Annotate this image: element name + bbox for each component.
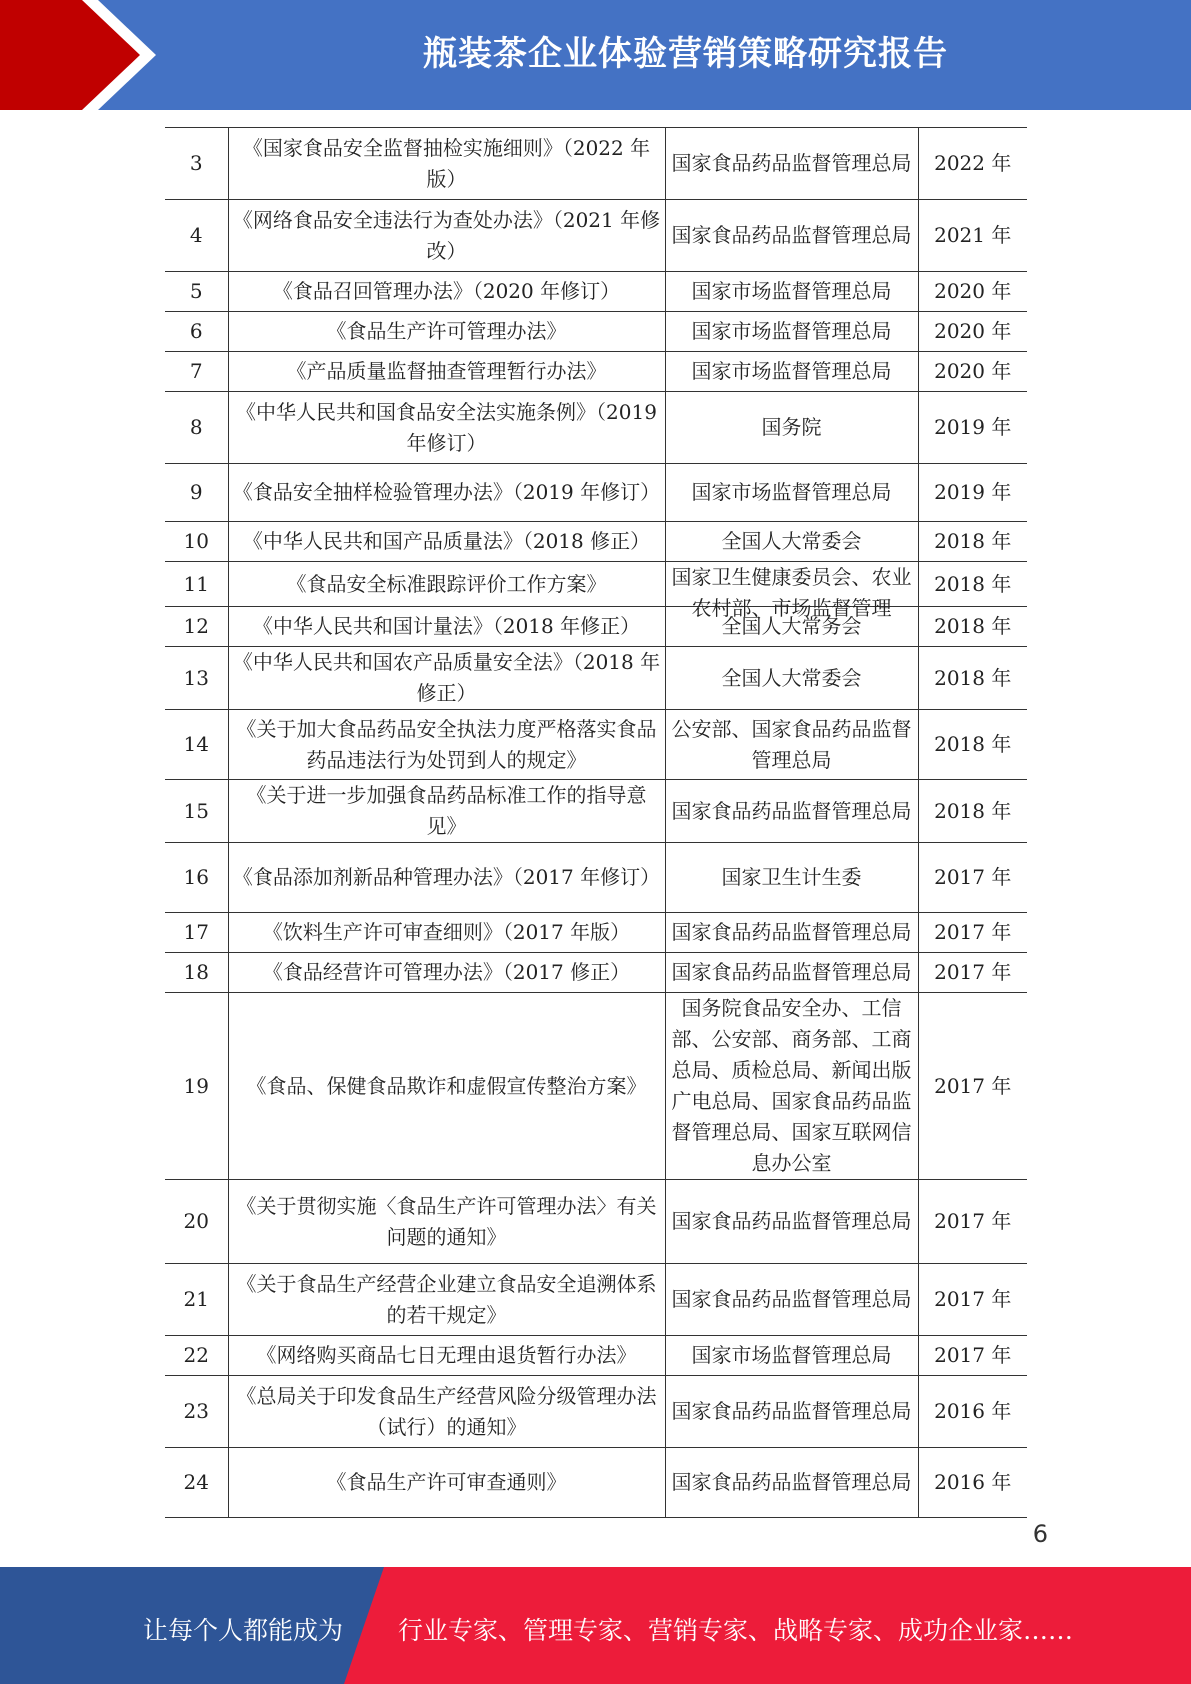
row-number: 22 bbox=[183, 1343, 209, 1367]
row-number-cell bbox=[165, 1180, 228, 1264]
issue-year: 2017 年 bbox=[934, 920, 1012, 944]
table-row bbox=[165, 953, 1027, 993]
issue-year-cell bbox=[918, 843, 1027, 913]
row-number-cell bbox=[165, 607, 228, 647]
regulation-name: 《网络购买商品七日无理由退货暂行办法》 bbox=[256, 1343, 637, 1367]
issuing-authority-cell bbox=[665, 843, 918, 913]
row-number-cell bbox=[165, 128, 228, 200]
issue-year: 2018 年 bbox=[934, 665, 1012, 690]
regulation-name-cell bbox=[228, 843, 665, 913]
issuing-authority: 国家食品药品监督管理总局 bbox=[671, 1209, 912, 1233]
issue-year-cell bbox=[918, 913, 1027, 953]
issuing-authority-cell bbox=[665, 647, 918, 710]
issuing-authority-cell bbox=[665, 128, 918, 200]
regulation-name: 《食品经营许可管理办法》（2017 修正） bbox=[262, 960, 631, 984]
issuing-authority: 国家食品药品监督管理总局 bbox=[671, 223, 912, 247]
table-row bbox=[165, 647, 1027, 710]
issue-year: 2019 年 bbox=[934, 415, 1012, 439]
issuing-authority-cell bbox=[665, 1264, 918, 1336]
issuing-authority: 国家市场监督管理总局 bbox=[691, 480, 892, 504]
issuing-authority: 国家卫生健康委员会、农业农村部、市场监督管理 bbox=[671, 565, 912, 620]
table-row bbox=[165, 562, 1027, 607]
row-number: 24 bbox=[183, 1470, 209, 1494]
regulation-name-cell bbox=[228, 913, 665, 953]
issue-year-cell bbox=[918, 128, 1027, 200]
issue-year: 2017 年 bbox=[934, 1073, 1012, 1098]
regulation-name: 《食品安全标准跟踪评价工作方案》 bbox=[286, 571, 607, 596]
regulation-name: 《中华人民共和国产品质量法》（2018 修正） bbox=[242, 529, 651, 553]
row-number-cell bbox=[165, 780, 228, 843]
issue-year-cell bbox=[918, 953, 1027, 993]
issuing-authority-cell bbox=[665, 272, 918, 312]
table-row bbox=[165, 312, 1027, 352]
regulation-name-cell bbox=[228, 128, 665, 200]
regulation-name: 《关于贯彻实施〈食品生产许可管理办法〉有关问题的通知》 bbox=[236, 1193, 657, 1249]
issuing-authority: 国家食品药品监督管理总局 bbox=[671, 960, 912, 984]
issue-year-cell bbox=[918, 464, 1027, 522]
issue-year-cell bbox=[918, 1336, 1027, 1376]
regulation-name: 《关于加大食品药品安全执法力度严格落实食品药品违法行为处罚到人的规定》 bbox=[236, 716, 657, 772]
issuing-authority-cell bbox=[665, 780, 918, 843]
table-row bbox=[165, 993, 1027, 1180]
issuing-authority: 全国人大常务会 bbox=[721, 614, 862, 638]
row-number-cell bbox=[165, 1336, 228, 1376]
regulation-name: 《食品生产许可管理办法》 bbox=[326, 319, 567, 343]
regulation-name-cell bbox=[228, 464, 665, 522]
table-row bbox=[165, 1376, 1027, 1448]
regulation-name: 《关于食品生产经营企业建立食品安全追溯体系的若干规定》 bbox=[236, 1271, 657, 1327]
table-row bbox=[165, 843, 1027, 913]
row-number-cell bbox=[165, 312, 228, 352]
regulation-name: 《网络食品安全违法行为查处办法》（2021 年修改） bbox=[232, 207, 661, 263]
regulation-name: 《饮料生产许可审查细则》（2017 年版） bbox=[262, 920, 631, 944]
regulation-name: 《总局关于印发食品生产经营风险分级管理办法（试行）的通知》 bbox=[236, 1383, 657, 1439]
issuing-authority-cell bbox=[665, 1376, 918, 1448]
regulation-name-cell bbox=[228, 1376, 665, 1448]
table-row bbox=[165, 200, 1027, 272]
page-footer bbox=[0, 1567, 1191, 1684]
table-row bbox=[165, 522, 1027, 562]
table-row bbox=[165, 1336, 1027, 1376]
issuing-authority: 国务院食品安全办、工信部、公安部、商务部、工商总局、质检总局、新闻出版广电总局、国家食品药品监督管理总局、国家互联网信息办公室 bbox=[671, 996, 912, 1175]
issue-year: 2018 年 bbox=[934, 571, 1012, 596]
regulation-name: 《食品召回管理办法》（2020 年修订） bbox=[272, 279, 621, 303]
table-row bbox=[165, 780, 1027, 843]
row-number: 20 bbox=[183, 1209, 209, 1233]
issue-year-cell bbox=[918, 522, 1027, 562]
issuing-authority-cell bbox=[665, 392, 918, 464]
regulation-name-cell bbox=[228, 710, 665, 780]
regulation-name-cell bbox=[228, 993, 665, 1180]
regulation-name: 《关于进一步加强食品药品标准工作的指导意见》 bbox=[246, 783, 647, 838]
row-number-cell bbox=[165, 843, 228, 913]
issue-year: 2020 年 bbox=[934, 319, 1012, 343]
issue-year-cell bbox=[918, 272, 1027, 312]
table-row bbox=[165, 272, 1027, 312]
issuing-authority: 国家市场监督管理总局 bbox=[691, 319, 892, 343]
row-number-cell bbox=[165, 522, 228, 562]
row-number-cell bbox=[165, 352, 228, 392]
regulation-name: 《中华人民共和国食品安全法实施条例》（2019 年修订） bbox=[236, 399, 657, 455]
issuing-authority: 国务院 bbox=[761, 415, 822, 439]
issue-year-cell bbox=[918, 1448, 1027, 1518]
table-row bbox=[165, 128, 1027, 200]
report-title: 瓶装茶企业体验营销策略研究报告 bbox=[423, 34, 948, 74]
issuing-authority-cell bbox=[665, 953, 918, 993]
issue-year: 2021 年 bbox=[934, 223, 1012, 247]
row-number-cell bbox=[165, 464, 228, 522]
issue-year-cell bbox=[918, 1180, 1027, 1264]
table-row bbox=[165, 913, 1027, 953]
issuing-authority: 国家市场监督管理总局 bbox=[691, 359, 892, 383]
issuing-authority: 国家卫生计生委 bbox=[721, 865, 862, 889]
row-number-cell bbox=[165, 710, 228, 780]
regulation-name: 《中华人民共和国计量法》（2018 年修正） bbox=[252, 614, 641, 638]
row-number: 17 bbox=[183, 920, 209, 944]
row-number: 18 bbox=[183, 960, 209, 984]
row-number: 10 bbox=[183, 529, 209, 553]
issuing-authority: 全国人大常委会 bbox=[721, 529, 862, 553]
row-number: 7 bbox=[189, 359, 203, 383]
issue-year-cell bbox=[918, 352, 1027, 392]
issue-year: 2017 年 bbox=[934, 1287, 1012, 1311]
issuing-authority: 国家食品药品监督管理总局 bbox=[671, 1287, 912, 1311]
page-header bbox=[0, 0, 1191, 110]
issue-year-cell bbox=[918, 1376, 1027, 1448]
issuing-authority-cell bbox=[665, 312, 918, 352]
regulation-name: 《中华人民共和国农产品质量安全法》（2018 年修正） bbox=[232, 650, 661, 705]
row-number-cell bbox=[165, 272, 228, 312]
issue-year-cell bbox=[918, 780, 1027, 843]
issuing-authority: 国家食品药品监督管理总局 bbox=[671, 798, 912, 823]
table-row bbox=[165, 1264, 1027, 1336]
issuing-authority-cell bbox=[665, 1180, 918, 1264]
row-number: 8 bbox=[189, 415, 203, 439]
row-number-cell bbox=[165, 647, 228, 710]
issuing-authority: 国家市场监督管理总局 bbox=[691, 1343, 892, 1367]
issue-year-cell bbox=[918, 647, 1027, 710]
footer-slogan-right: 行业专家、管理专家、营销专家、战略专家、成功企业家…… bbox=[398, 1616, 1074, 1645]
issue-year-cell bbox=[918, 993, 1027, 1180]
issue-year-cell bbox=[918, 562, 1027, 607]
issuing-authority-cell bbox=[665, 562, 918, 620]
regulation-name-cell bbox=[228, 200, 665, 272]
issuing-authority: 国家市场监督管理总局 bbox=[691, 279, 892, 303]
row-number: 3 bbox=[189, 151, 203, 175]
row-number-cell bbox=[165, 993, 228, 1180]
row-number: 15 bbox=[183, 798, 209, 823]
issuing-authority-cell bbox=[665, 464, 918, 522]
row-number: 12 bbox=[183, 614, 209, 638]
row-number: 13 bbox=[183, 665, 209, 690]
issue-year-cell bbox=[918, 200, 1027, 272]
regulation-name-cell bbox=[228, 1336, 665, 1376]
row-number: 4 bbox=[189, 223, 203, 247]
issue-year: 2016 年 bbox=[934, 1470, 1012, 1494]
table-row bbox=[165, 607, 1027, 647]
row-number: 19 bbox=[183, 1073, 209, 1098]
issuing-authority-cell bbox=[665, 913, 918, 953]
issuing-authority: 公安部、国家食品药品监督管理总局 bbox=[671, 716, 912, 772]
issuing-authority-cell bbox=[665, 352, 918, 392]
issue-year: 2017 年 bbox=[934, 1343, 1012, 1367]
row-number-cell bbox=[165, 200, 228, 272]
issuing-authority: 国家食品药品监督管理总局 bbox=[671, 151, 912, 175]
issue-year: 2018 年 bbox=[934, 529, 1012, 553]
issuing-authority-cell bbox=[665, 1336, 918, 1376]
issuing-authority-cell bbox=[665, 993, 918, 1180]
issue-year: 2019 年 bbox=[934, 480, 1012, 504]
row-number: 9 bbox=[189, 480, 203, 504]
issue-year: 2022 年 bbox=[934, 151, 1012, 175]
row-number-cell bbox=[165, 1264, 228, 1336]
regulation-name-cell bbox=[228, 647, 665, 710]
regulation-name-cell bbox=[228, 522, 665, 562]
row-number: 16 bbox=[183, 865, 209, 889]
regulation-name-cell bbox=[228, 562, 665, 607]
regulation-name: 《食品生产许可审查通则》 bbox=[326, 1470, 567, 1494]
table-row bbox=[165, 1180, 1027, 1264]
regulation-name: 《食品、保健食品欺诈和虚假宣传整治方案》 bbox=[246, 1073, 647, 1098]
regulation-name-cell bbox=[228, 1264, 665, 1336]
row-number-cell bbox=[165, 1448, 228, 1518]
table-row bbox=[165, 352, 1027, 392]
regulation-name-cell bbox=[228, 312, 665, 352]
regulations-table bbox=[165, 127, 1027, 1518]
issue-year-cell bbox=[918, 312, 1027, 352]
issue-year: 2016 年 bbox=[934, 1399, 1012, 1423]
row-number: 14 bbox=[183, 732, 209, 756]
row-number: 21 bbox=[183, 1287, 209, 1311]
issue-year-cell bbox=[918, 710, 1027, 780]
issue-year: 2020 年 bbox=[934, 279, 1012, 303]
issue-year-cell bbox=[918, 1264, 1027, 1336]
table-row bbox=[165, 710, 1027, 780]
issuing-authority: 全国人大常委会 bbox=[721, 665, 862, 690]
issuing-authority: 国家食品药品监督管理总局 bbox=[671, 1399, 912, 1423]
regulation-name: 《食品安全抽样检验管理办法》（2019 年修订） bbox=[232, 480, 661, 504]
regulation-name-cell bbox=[228, 352, 665, 392]
row-number: 23 bbox=[183, 1399, 209, 1423]
issue-year-cell bbox=[918, 607, 1027, 647]
regulation-name: 《产品质量监督抽查管理暂行办法》 bbox=[286, 359, 607, 383]
regulation-name-cell bbox=[228, 272, 665, 312]
row-number-cell bbox=[165, 392, 228, 464]
table-row bbox=[165, 392, 1027, 464]
row-number: 5 bbox=[189, 279, 203, 303]
issue-year: 2020 年 bbox=[934, 359, 1012, 383]
regulation-name-cell bbox=[228, 1180, 665, 1264]
regulation-name-cell bbox=[228, 392, 665, 464]
issuing-authority: 国家食品药品监督管理总局 bbox=[671, 920, 912, 944]
issue-year-cell bbox=[918, 392, 1027, 464]
row-number-cell bbox=[165, 1376, 228, 1448]
issue-year: 2017 年 bbox=[934, 1209, 1012, 1233]
regulation-name-cell bbox=[228, 780, 665, 843]
footer-slogan-left: 让每个人都能成为 bbox=[143, 1616, 344, 1645]
regulation-name: 《食品添加剂新品种管理办法》（2017 年修订） bbox=[232, 865, 661, 889]
regulation-name-cell bbox=[228, 953, 665, 993]
row-number-cell bbox=[165, 913, 228, 953]
row-number-cell bbox=[165, 953, 228, 993]
issuing-authority-cell bbox=[665, 710, 918, 780]
page-number: 6 bbox=[1032, 1520, 1048, 1548]
issuing-authority-cell bbox=[665, 200, 918, 272]
issue-year: 2018 年 bbox=[934, 614, 1012, 638]
issuing-authority-cell bbox=[665, 522, 918, 562]
issue-year: 2018 年 bbox=[934, 732, 1012, 756]
regulation-name-cell bbox=[228, 1448, 665, 1518]
row-number-cell bbox=[165, 562, 228, 607]
issue-year: 2018 年 bbox=[934, 798, 1012, 823]
issuing-authority: 国家食品药品监督管理总局 bbox=[671, 1470, 912, 1494]
row-number: 6 bbox=[189, 319, 203, 343]
issuing-authority-cell bbox=[665, 1448, 918, 1518]
table-row bbox=[165, 1448, 1027, 1518]
table-row bbox=[165, 464, 1027, 522]
issue-year: 2017 年 bbox=[934, 865, 1012, 889]
regulation-name-cell bbox=[228, 607, 665, 647]
issue-year: 2017 年 bbox=[934, 960, 1012, 984]
regulation-name: 《国家食品安全监督抽检实施细则》（2022 年版） bbox=[242, 135, 651, 191]
row-number: 11 bbox=[183, 571, 209, 596]
